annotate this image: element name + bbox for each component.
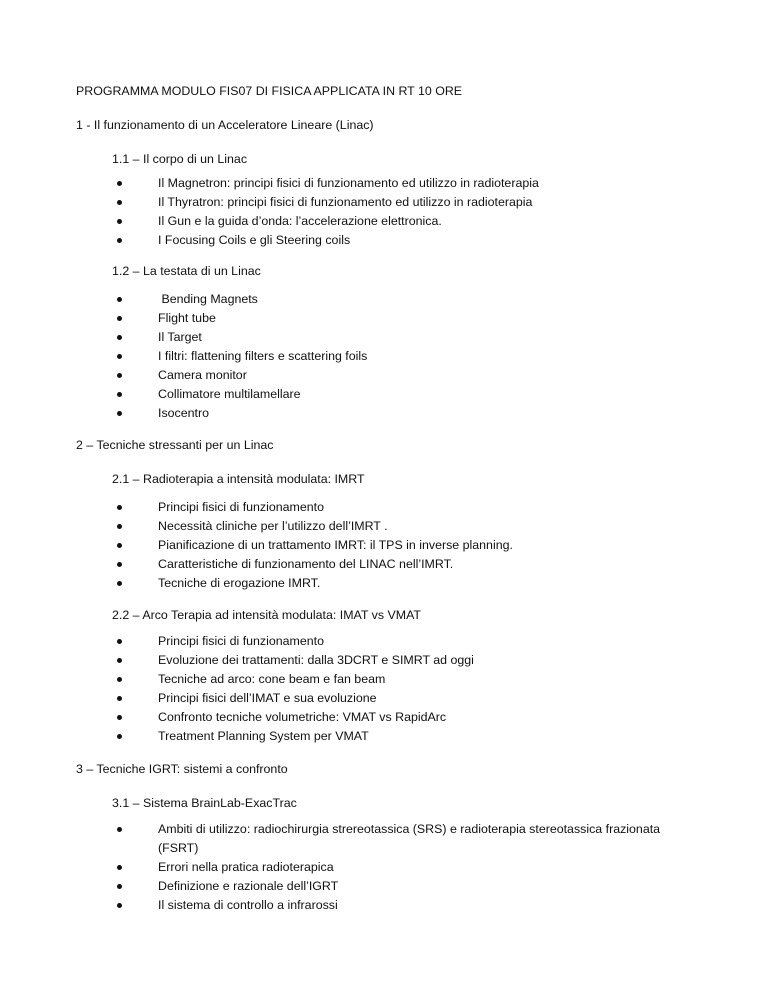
bullet-list (0, 290, 768, 423)
list-item (0, 574, 768, 593)
bullet-icon (117, 392, 122, 397)
subsection-heading: 3.1 – Sistema BrainLab-ExacTrac (112, 796, 297, 810)
section-heading: 2 – Tecniche stressanti per un Linac (76, 438, 274, 452)
list-item (0, 404, 768, 423)
bullet-icon (117, 581, 122, 586)
bullet-icon (117, 865, 122, 870)
bullet-list (0, 820, 768, 915)
list-item-text: Il Thyratron: principi fisici di funzionamento ed utilizzo in radioterapia (158, 195, 533, 209)
list-item-text: Principi fisici dell’IMAT e sua evoluzione (158, 691, 377, 705)
subsection-heading: 1.2 – La testata di un Linac (112, 264, 261, 278)
list-item-text: Evoluzione dei trattamenti: dalla 3DCRT e SIMRT ad oggi (158, 653, 474, 667)
list-item-text: I Focusing Coils e gli Steering coils (158, 233, 351, 247)
subsection-heading: 1.1 – Il corpo di un Linac (112, 152, 248, 166)
list-item (0, 347, 768, 366)
list-item-text: Definizione e razionale dell’IGRT (158, 879, 339, 893)
bullet-icon (117, 696, 122, 701)
list-item-text: Il Gun e la guida d’onda: l’accelerazione elettronica. (158, 214, 442, 228)
list-item-text: I filtri: flattening filters e scattering foils (158, 349, 368, 363)
list-item-text: Caratteristiche di funzionamento del LINAC nell’IMRT. (158, 557, 454, 571)
bullet-icon (117, 715, 122, 720)
list-item (0, 174, 768, 193)
bullet-icon (117, 335, 122, 340)
list-item (0, 517, 768, 536)
bullet-icon (117, 827, 122, 832)
bullet-icon (117, 562, 122, 567)
list-item-text: Il Magnetron: principi fisici di funzionamento ed utilizzo in radioterapia (158, 176, 539, 190)
bullet-list (0, 174, 768, 250)
list-item (0, 498, 768, 517)
list-item (0, 820, 768, 858)
bullet-icon (117, 297, 122, 302)
bullet-icon (117, 884, 122, 889)
list-item (0, 651, 768, 670)
list-item-text: Tecniche di erogazione IMRT. (158, 576, 321, 590)
list-item (0, 193, 768, 212)
list-item (0, 366, 768, 385)
list-item-text: Camera monitor (158, 368, 247, 382)
list-item (0, 896, 768, 915)
section-heading: 1 - Il funzionamento di un Acceleratore Lineare (Linac) (76, 118, 374, 132)
bullet-icon (117, 524, 122, 529)
list-item-text: Confronto tecniche volumetriche: VMAT vs RapidArc (158, 710, 447, 724)
list-item (0, 632, 768, 651)
bullet-icon (117, 734, 122, 739)
list-item (0, 858, 768, 877)
subsection-heading: 2.1 – Radioterapia a intensità modulata: IMRT (112, 472, 365, 486)
bullet-icon (117, 411, 122, 416)
list-item-text: Ambiti di utilizzo: radiochirurgia strereotassica (SRS) e radioterapia stereotassica frazionata (FSRT) (158, 822, 661, 855)
bullet-icon (117, 903, 122, 908)
bullet-icon (117, 354, 122, 359)
list-item (0, 708, 768, 727)
list-item (0, 385, 768, 404)
list-item-text: Pianificazione di un trattamento IMRT: il TPS in inverse planning. (158, 538, 513, 552)
list-item-text: Collimatore multilamellare (158, 387, 301, 401)
list-item (0, 212, 768, 231)
list-item-text: Bending Magnets (158, 292, 258, 306)
list-item-text: Il sistema di controllo a infrarossi (158, 898, 338, 912)
list-item (0, 290, 768, 309)
section-heading: 3 – Tecniche IGRT: sistemi a confronto (76, 762, 288, 776)
list-item (0, 555, 768, 574)
list-item (0, 877, 768, 896)
list-item (0, 309, 768, 328)
list-item-text: Errori nella pratica radioterapica (158, 860, 334, 874)
bullet-icon (117, 677, 122, 682)
list-item (0, 727, 768, 746)
bullet-icon (117, 543, 122, 548)
list-item (0, 231, 768, 250)
bullet-icon (117, 639, 122, 644)
list-item (0, 689, 768, 708)
list-item-text: Isocentro (158, 406, 209, 420)
bullet-icon (117, 373, 122, 378)
list-item (0, 328, 768, 347)
list-item-text: Il Target (158, 330, 202, 344)
list-item-text: Treatment Planning System per VMAT (158, 729, 369, 743)
bullet-icon (117, 316, 122, 321)
list-item (0, 670, 768, 689)
bullet-icon (117, 658, 122, 663)
document-title: PROGRAMMA MODULO FIS07 DI FISICA APPLICATA IN RT 10 ORE (76, 84, 463, 98)
list-item-text: Necessità cliniche per l’utilizzo dell’IMRT . (158, 519, 388, 533)
bullet-icon (117, 505, 122, 510)
bullet-icon (117, 200, 122, 205)
bullet-icon (117, 219, 122, 224)
bullet-icon (117, 238, 122, 243)
subsection-heading: 2.2 – Arco Terapia ad intensità modulata: IMAT vs VMAT (112, 608, 421, 622)
list-item-text: Flight tube (158, 311, 216, 325)
list-item-text: Tecniche ad arco: cone beam e fan beam (158, 672, 386, 686)
list-item-text: Principi fisici di funzionamento (158, 500, 324, 514)
list-item-text: Principi fisici di funzionamento (158, 634, 324, 648)
bullet-list (0, 498, 768, 593)
bullet-icon (117, 181, 122, 186)
list-item (0, 536, 768, 555)
bullet-list (0, 632, 768, 746)
